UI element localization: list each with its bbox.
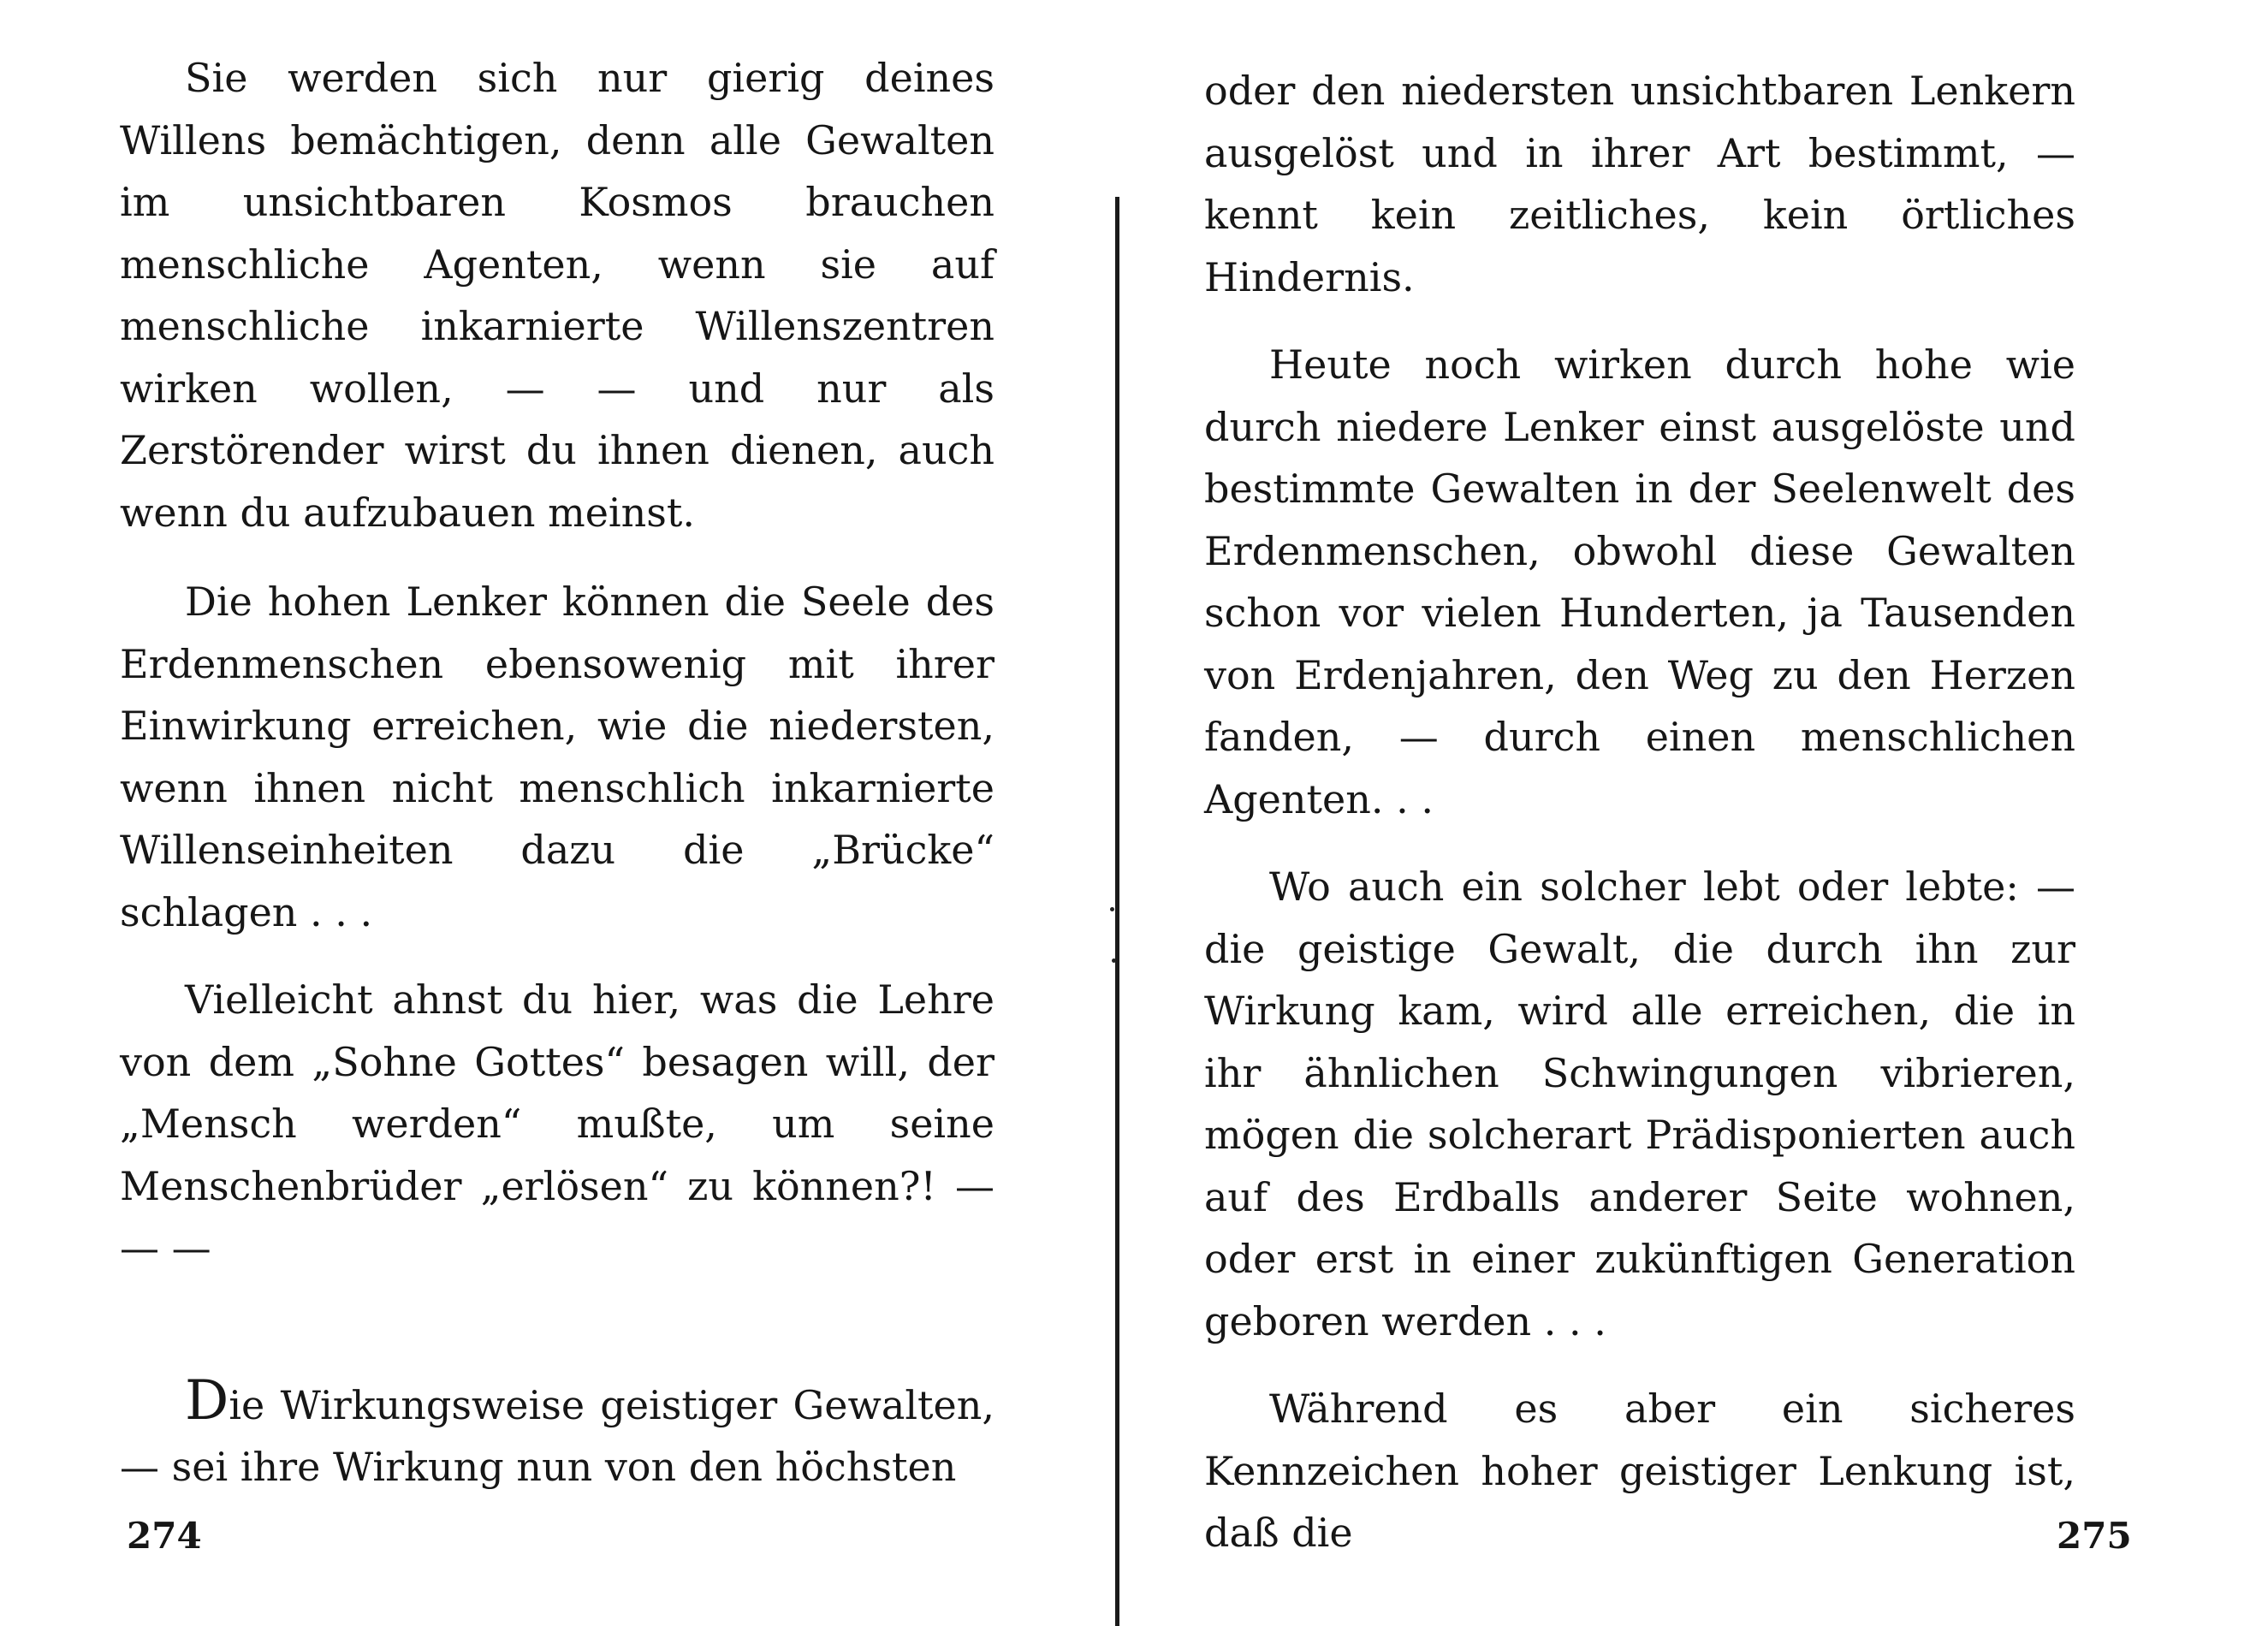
paragraph: Vielleicht ahnst du hier, was die Lehre von dem „Sohne Gottes“ besagen will, der „Mensch werden“ mußte, um seine Menschenbrüder „erlösen“ zu können?! — — — bbox=[120, 976, 994, 1271]
paragraph: Wo auch ein solcher lebt oder lebte: — die geistige Gewalt, die durch ihn zur Wirkung kam, wird alle erreichen, die in ihr ähnlichen Schwingungen vibrieren, mögen die solcherart Prädisponierten auch auf des Erdballs anderer Seite wohnen, oder erst in einer zukünftigen Generation geboren werden . . . bbox=[1204, 863, 2075, 1344]
speck bbox=[1112, 958, 1116, 963]
section-start-paragraph bbox=[120, 1368, 994, 1498]
paragraph: Sie werden sich nur gierig deines Willens bemächtigen, denn alle Gewalten im unsichtbaren Kosmos brauchen menschliche Agenten, wenn sie auf menschliche inkarnierte Willenszentren wirken wollen, — — und nur als Zerstörender wirst du ihnen dienen, auch wenn du aufzubauen meinst. bbox=[120, 55, 994, 536]
section-text: ie Wirkungsweise geistiger Gewalten, — sei ihre Wirkung nun von den höchsten bbox=[120, 1381, 994, 1490]
right-page bbox=[1121, 0, 2268, 1626]
drop-cap-initial: D bbox=[185, 1368, 229, 1433]
paragraph: Heute noch wirken durch hohe wie durch niedere Lenker einst ausgelöste und bestimmte Gewalten in der Seelenwelt des Erdenmenschen, obwohl diese Gewalten schon vor vielen Hunderten, ja Tausenden von Erdenjahren, den Weg zu den Herzen fanden, — durch einen menschlichen Agenten. . . bbox=[1204, 341, 2075, 822]
right-page-text bbox=[1204, 60, 2075, 1564]
page-number-left: 274 bbox=[127, 1515, 202, 1557]
speck bbox=[1110, 907, 1114, 911]
left-page bbox=[0, 0, 1113, 1626]
paragraph: Die hohen Lenker können die Seele des Erdenmenschen ebensowenig mit ihrer Einwirkung erreichen, wie die niedersten, wenn ihnen nicht menschlich inkarnierte Willenseinheiten dazu die „Brücke“ schlagen . . . bbox=[120, 579, 994, 935]
paragraph: oder den niedersten unsichtbaren Lenkern ausgelöst und in ihrer Art bestimmt, — kennt kein zeitliches, kein örtliches Hindernis. bbox=[1204, 68, 2075, 300]
left-page-text bbox=[120, 47, 994, 1498]
page-number-right: 275 bbox=[2057, 1515, 2132, 1557]
paragraph: Während es aber ein sicheres Kennzeichen hoher geistiger Lenkung ist, daß die bbox=[1204, 1386, 2075, 1556]
